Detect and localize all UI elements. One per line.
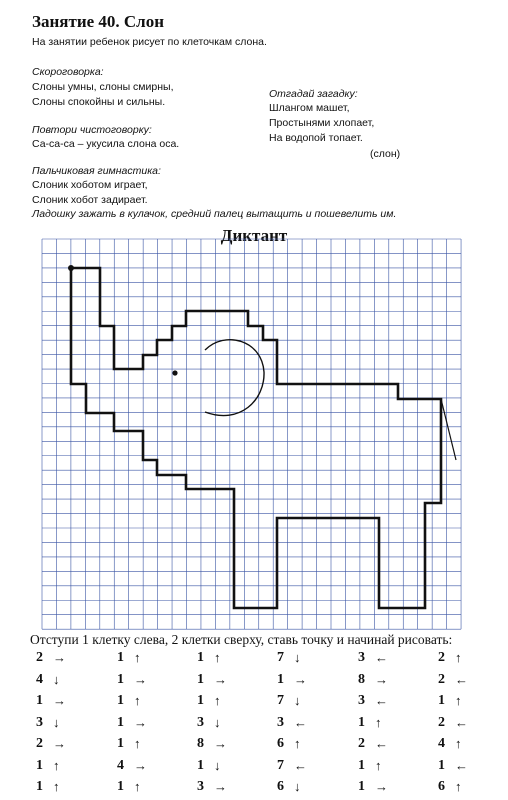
dictation-step (197, 736, 227, 752)
dictation-step (197, 693, 221, 709)
arrow-left-icon: ← (375, 693, 388, 708)
dictation-step (277, 715, 307, 731)
dictation-step (36, 779, 60, 795)
dictation-step (117, 650, 141, 666)
step-count: 2 (36, 650, 43, 665)
dictation-step (438, 779, 462, 795)
dictation-step (36, 715, 60, 731)
arrow-down-icon: ↓ (294, 650, 301, 665)
dictation-step (438, 758, 468, 774)
dictation-step (36, 650, 66, 666)
dictation-step (438, 650, 462, 666)
arrow-up-icon: ↑ (294, 736, 301, 751)
riddle-line: На водопой топает. (269, 132, 363, 144)
tongue-twister-line: Слоны спокойны и сильны. (32, 96, 166, 108)
dictation-step (197, 672, 227, 688)
dictation-step (358, 779, 388, 795)
step-count: 7 (277, 757, 284, 773)
finger-gym-line: Слоник хоботом играет, (32, 179, 148, 191)
step-count: 2 (438, 671, 445, 687)
step-count: 6 (277, 779, 284, 794)
step-count: 8 (358, 671, 365, 687)
step-count: 1 (277, 671, 284, 687)
dictation-step (117, 693, 141, 709)
step-count: 2 (438, 714, 445, 730)
arrow-right-icon: → (53, 736, 66, 751)
step-count: 1 (197, 650, 204, 665)
arrow-right-icon: → (134, 671, 147, 687)
step-count: 1 (117, 671, 124, 687)
riddle-label: Отгадай загадку: (269, 88, 358, 100)
step-count: 1 (117, 693, 124, 708)
finger-gym-instruction: Ладошку зажать в кулачок, средний палец вытащить и пошевелить им. (32, 208, 397, 220)
arrow-down-icon: ↓ (294, 693, 301, 708)
dictation-step (117, 779, 141, 795)
riddle-line: Простынями хлопает, (269, 117, 375, 129)
arrow-up-icon: ↑ (53, 757, 60, 773)
arrow-up-icon: ↑ (214, 693, 221, 708)
dictation-instruction: Отступи 1 клетку слева, 2 клетки сверху, ставь точку и начинай рисовать: (30, 632, 453, 647)
step-count: 1 (197, 671, 204, 687)
arrow-left-icon: ← (455, 757, 468, 773)
step-count: 3 (36, 714, 43, 730)
arrow-down-icon: ↓ (214, 757, 221, 773)
arrow-right-icon: → (53, 650, 66, 665)
arrow-up-icon: ↑ (134, 736, 141, 751)
finger-gym-line: Слоник хобот задирает. (32, 194, 148, 206)
tongue-twister-label: Скороговорка: (32, 66, 104, 78)
riddle-answer: (слон) (370, 148, 401, 160)
dictation-step (36, 672, 60, 688)
dictation-step (358, 672, 388, 688)
arrow-up-icon: ↑ (455, 650, 462, 665)
step-count: 7 (277, 693, 284, 708)
dictation-step (277, 693, 301, 709)
step-count: 7 (277, 650, 284, 665)
arrow-left-icon: ← (294, 714, 307, 730)
arrow-left-icon: ← (455, 671, 468, 687)
dictation-step (358, 693, 388, 709)
arrow-down-icon: ↓ (294, 779, 301, 794)
arrow-up-icon: ↑ (455, 779, 462, 794)
step-count: 4 (117, 757, 124, 773)
arrow-down-icon: ↓ (214, 714, 221, 730)
dictation-step (277, 758, 307, 774)
step-count: 3 (358, 693, 365, 708)
arrow-left-icon: ← (455, 714, 468, 730)
dictation-step (277, 736, 301, 752)
step-count: 1 (117, 650, 124, 665)
arrow-right-icon: → (53, 693, 66, 708)
step-count: 3 (197, 779, 204, 794)
arrow-down-icon: ↓ (53, 714, 60, 730)
arrow-right-icon: → (214, 736, 227, 751)
dictation-step (197, 715, 221, 731)
step-count: 1 (117, 714, 124, 730)
arrow-up-icon: ↑ (134, 693, 141, 708)
step-count: 1 (358, 757, 365, 773)
dictation-step (358, 650, 388, 666)
dictation-step (36, 693, 66, 709)
tongue-twister-line: Слоны умны, слоны смирны, (32, 81, 174, 93)
arrow-left-icon: ← (375, 736, 388, 751)
arrow-up-icon: ↑ (455, 693, 462, 708)
step-count: 8 (197, 736, 204, 751)
lesson-intro: На занятии ребенок рисует по клеточкам слона. (32, 36, 267, 48)
dictation-step (117, 736, 141, 752)
step-count: 3 (197, 714, 204, 730)
arrow-up-icon: ↑ (375, 757, 382, 773)
dictation-step (36, 736, 66, 752)
pure-phrase-text: Са-са-са – укусила слона оса. (32, 138, 180, 150)
step-count: 2 (438, 650, 445, 665)
step-count: 1 (438, 693, 445, 708)
finger-gym-label: Пальчиковая гимнастика: (32, 165, 161, 177)
arrow-right-icon: → (375, 779, 388, 794)
arrow-right-icon: → (214, 671, 227, 687)
step-count: 2 (358, 736, 365, 751)
arrow-right-icon: → (294, 671, 307, 687)
elephant-tail (441, 399, 456, 460)
dictation-step (438, 672, 468, 688)
step-count: 1 (117, 779, 124, 794)
dictation-step (438, 693, 462, 709)
step-count: 1 (438, 757, 445, 773)
elephant-eye (172, 370, 177, 375)
step-count: 4 (36, 671, 43, 687)
step-count: 1 (197, 693, 204, 708)
dictation-step (358, 736, 388, 752)
dictation-step (197, 779, 227, 795)
dictation-step (358, 715, 382, 731)
arrow-up-icon: ↑ (53, 779, 60, 794)
step-count: 2 (36, 736, 43, 751)
dictation-step (36, 758, 60, 774)
arrow-right-icon: → (375, 671, 388, 687)
step-count: 1 (36, 779, 43, 794)
step-count: 6 (277, 736, 284, 751)
arrow-right-icon: → (134, 714, 147, 730)
dictation-step (277, 672, 307, 688)
dictation-title: Диктант (220, 226, 288, 245)
arrow-up-icon: ↑ (214, 650, 221, 665)
dictation-step (438, 715, 468, 731)
arrow-right-icon: → (134, 757, 147, 773)
arrow-left-icon: ← (294, 757, 307, 773)
dictation-step (117, 758, 147, 774)
step-count: 1 (36, 693, 43, 708)
dictation-step (197, 650, 221, 666)
arrow-up-icon: ↑ (134, 650, 141, 665)
grid-lines (42, 239, 461, 629)
lesson-title: Занятие 40. Слон (32, 12, 165, 31)
elephant-ear (205, 340, 264, 416)
arrow-down-icon: ↓ (53, 671, 60, 687)
dictation-step (438, 736, 462, 752)
dictation-step (197, 758, 221, 774)
dictation-step (117, 672, 147, 688)
start-point (68, 265, 74, 271)
pure-phrase-label: Повтори чистоговорку: (32, 124, 152, 136)
arrow-up-icon: ↑ (375, 714, 382, 730)
step-count: 1 (358, 779, 365, 794)
arrow-up-icon: ↑ (134, 779, 141, 794)
step-count: 3 (277, 714, 284, 730)
step-count: 3 (358, 650, 365, 665)
dictation-step (117, 715, 147, 731)
step-count: 6 (438, 779, 445, 794)
arrow-up-icon: ↑ (455, 736, 462, 751)
dictation-step (277, 650, 301, 666)
arrow-left-icon: ← (375, 650, 388, 665)
step-count: 1 (117, 736, 124, 751)
step-count: 1 (36, 757, 43, 773)
dictation-step (358, 758, 382, 774)
step-count: 1 (197, 757, 204, 773)
arrow-right-icon: → (214, 779, 227, 794)
riddle-line: Шлангом машет, (269, 102, 350, 114)
step-count: 4 (438, 736, 445, 751)
step-count: 1 (358, 714, 365, 730)
dictation-step (277, 779, 301, 795)
